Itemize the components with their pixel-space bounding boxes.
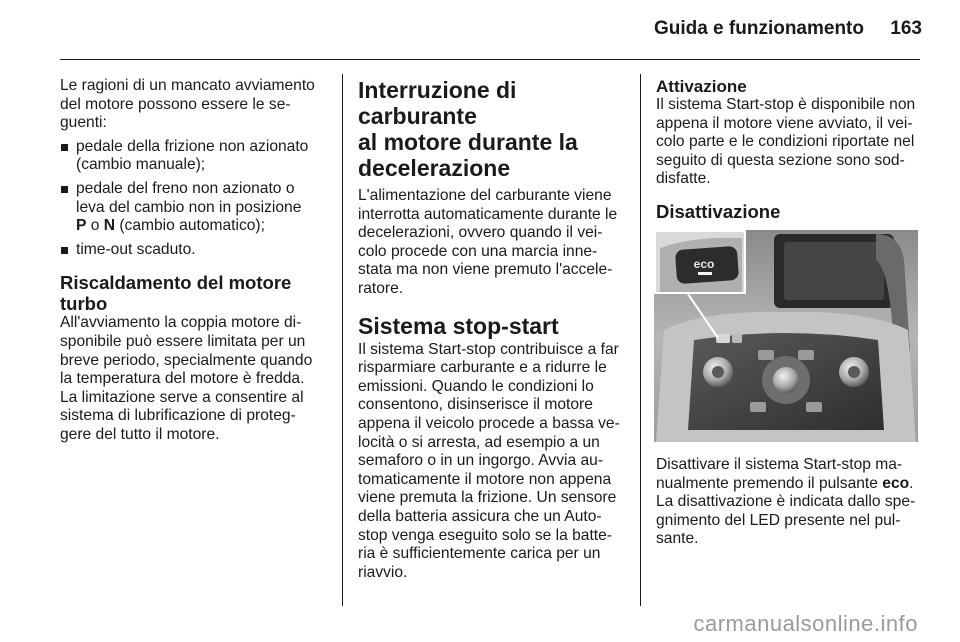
column-divider-left [342, 74, 343, 606]
turbo-paragraph: All'avviamento la coppia motore di- sponibile può essere limitata per un breve periodo, specialmente quando la temperatura del motore è fredda. La limitazione serve a consentire al sistema di lubrificazione di proteg- gere del tutto il motore. [60, 314, 313, 443]
subheading-activation: Attivazione [656, 77, 747, 96]
list-item-text: o [86, 217, 104, 235]
page-number: 163 [890, 18, 922, 39]
column-1 [60, 77, 330, 445]
deactivation-paragraph: Disattivare il sistema Start-stop ma- nualmente premendo il pulsante eco. La disattivazione è indicata dallo spe- gnimento del LED presente nel pul- sante. [656, 455, 916, 548]
stop-start-paragraph: Il sistema Start-stop contribuisce a far risparmiare carburante e a ridurre le emissioni. Quando le condizioni lo consentono, disinserisce il motore appena il veicolo procede a bassa ve- locità o si arresta, ad esempio a un semaforo o in un ingorgo. Avvia au- tomaticamente il motore non appena viene premuta la frizione. Un sensore della batteria assicura che un Auto- stop venga eseguito solo se la batte- ria è sufficientemente carica per un riavvio. [358, 340, 620, 581]
square-bullet-icon [61, 144, 68, 151]
list-item-text: time-out scaduto. [76, 240, 196, 258]
list-item [60, 138, 330, 175]
eco-button-reference: eco [882, 474, 910, 492]
heading-fuel-cutoff: Interruzione di carburante al motore durante la decelerazione [358, 77, 578, 181]
activation-paragraph: Il sistema Start-stop è disponibile non appena il motore viene avviato, il vei- colo parte e le condizioni riportate nel seguito di questa sezione sono sod- disfatte. [656, 96, 916, 188]
eco-button-label: eco [693, 256, 715, 271]
list-item [60, 180, 330, 236]
gear-position-p: P [76, 217, 87, 235]
list-item-text: pedale della frizione non azionato (cambio manuale); [76, 137, 309, 174]
fuel-cutoff-paragraph: L'alimentazione del carburante viene interrotta automaticamente durante le decelerazioni, ovvero quando il vei- colo procede con una marcia inne- stata ma non viene premuto l'accele- ratore. [358, 187, 618, 297]
heading-stop-start: Sistema stop-start [358, 312, 559, 339]
square-bullet-icon [61, 186, 68, 193]
column-divider-right [640, 74, 641, 606]
header-rule [60, 59, 920, 60]
section-heading-turbo: Riscaldamento del motore turbo [60, 272, 292, 315]
heading-deactivation: Disattivazione [656, 200, 781, 222]
page-header-title: Guida e funzionamento [653, 18, 864, 39]
dashboard-eco-button-photo [654, 230, 918, 442]
column-3 [656, 77, 926, 549]
list-item-text: (cambio automatico); [115, 217, 265, 235]
list-item [60, 241, 330, 260]
watermark: carmanualsonline.info [693, 611, 918, 636]
list-item-text: pedale del freno non azionato o leva del cambio non in posizione [76, 179, 302, 216]
column-2 [358, 77, 628, 582]
square-bullet-icon [61, 247, 68, 254]
gear-position-n: N [103, 217, 116, 235]
intro-paragraph: Le ragioni di un mancato avviamento del motore possono essere le se- guenti: [60, 77, 315, 132]
bullet-list [60, 138, 330, 260]
